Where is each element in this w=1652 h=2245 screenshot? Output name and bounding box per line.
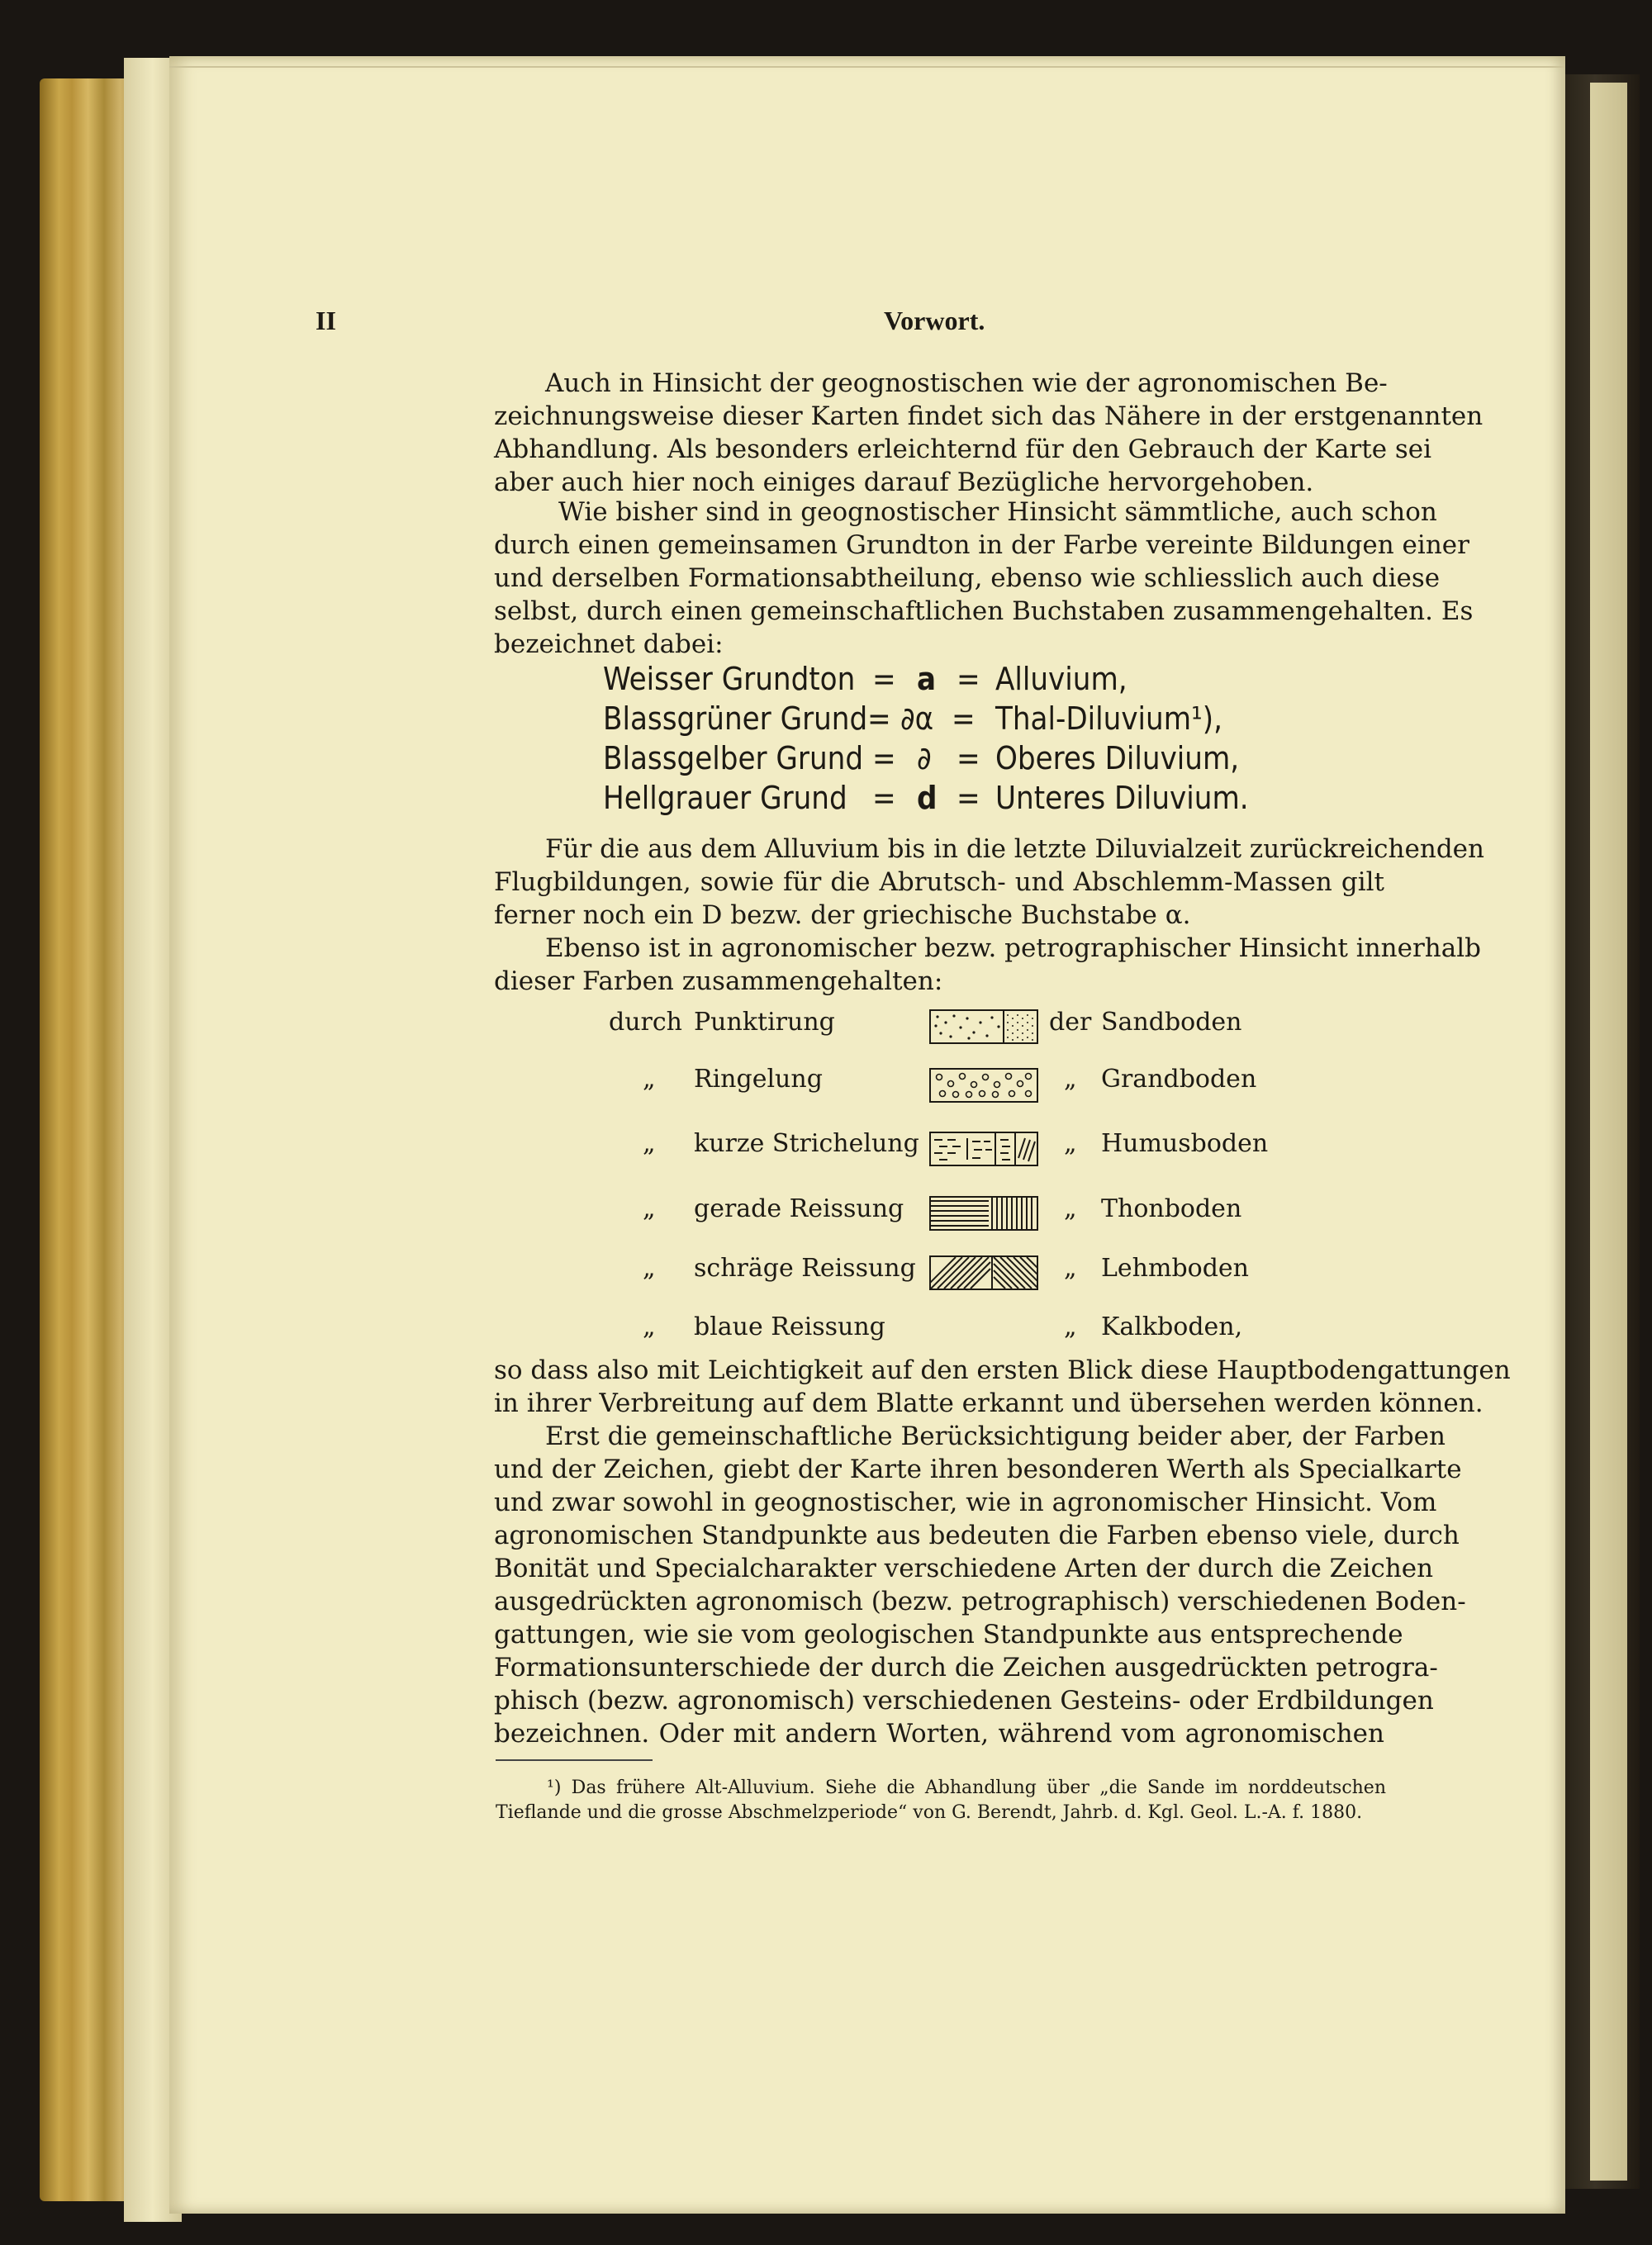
legend-marking: Punktirung bbox=[694, 1008, 835, 1037]
text-line: Bonität und Specialcharakter verschiedene Arten der durch die Zeichen bbox=[494, 1554, 1434, 1583]
text-line: bezeichnen. Oder mit andern Worten, während vom agronomischen bbox=[494, 1719, 1384, 1749]
paragraph-1 bbox=[494, 367, 1483, 499]
legend-joiner: „ bbox=[1064, 1312, 1077, 1341]
legend-marking: schräge Reissung bbox=[694, 1254, 916, 1283]
equals-sign: = bbox=[872, 740, 896, 776]
text-line: ausgedrückten agronomisch (bezw. petrographisch) verschiedenen Boden- bbox=[494, 1587, 1466, 1616]
page-stack-right bbox=[1590, 83, 1627, 2181]
legend-joiner: „ bbox=[1064, 1065, 1077, 1094]
formation-name: Oberes Diluvium, bbox=[995, 740, 1240, 776]
legend-soil: Humusboden bbox=[1101, 1129, 1269, 1158]
legend-soil: Kalkboden, bbox=[1101, 1312, 1243, 1341]
legend-marking: blaue Reissung bbox=[694, 1312, 885, 1341]
legend-prefix: „ bbox=[643, 1194, 656, 1223]
legend-joiner: „ bbox=[1064, 1254, 1077, 1283]
legend-soil: Sandboden bbox=[1101, 1008, 1242, 1037]
text-line: Auch in Hinsicht der geognostischen wie der agronomischen Be- bbox=[545, 368, 1388, 398]
legend-joiner: „ bbox=[1064, 1194, 1077, 1223]
text-line: durch einen gemeinsamen Grundton in der Farbe vereinte Bildungen einer bbox=[494, 530, 1469, 560]
paragraph-4 bbox=[494, 932, 1482, 998]
paragraph-6 bbox=[494, 1420, 1466, 1750]
formation-symbol: a bbox=[917, 661, 937, 697]
legend-prefix: „ bbox=[643, 1065, 656, 1094]
legend-joiner: „ bbox=[1064, 1129, 1077, 1158]
formation-ground: Blassgrüner Grund bbox=[603, 700, 868, 737]
legend-prefix: durch bbox=[609, 1008, 682, 1037]
paragraph-5 bbox=[494, 1354, 1511, 1420]
page-number: II bbox=[316, 306, 336, 335]
text-line: zeichnungsweise dieser Karten findet sich das Nähere in der erstgenannten bbox=[494, 401, 1483, 431]
footnote-line: ¹) Das frühere Alt-Alluvium. Siehe die Abhandlung über „die Sande im norddeutschen bbox=[547, 1777, 1386, 1798]
legend-soil: Thonboden bbox=[1101, 1194, 1242, 1223]
equals-sign: = bbox=[867, 700, 891, 737]
legend-marking: gerade Reissung bbox=[694, 1194, 904, 1223]
text-line: agronomischen Standpunkte aus bedeuten die Farben ebenso viele, durch bbox=[494, 1521, 1460, 1550]
straight-hatch-pattern-swatch bbox=[929, 1196, 1038, 1231]
text-line: Ebenso ist in agronomischer bezw. petrographischer Hinsicht innerhalb bbox=[545, 933, 1482, 963]
equals-sign: = bbox=[957, 740, 980, 776]
text-line: selbst, durch einen gemeinschaftlichen Buchstaben zusammengehalten. Es bbox=[494, 596, 1474, 626]
formation-ground: Blassgelber Grund bbox=[603, 740, 864, 776]
formation-name: Alluvium, bbox=[995, 661, 1127, 697]
formation-symbol: d bbox=[917, 780, 938, 816]
formation-ground: Hellgrauer Grund bbox=[603, 780, 847, 816]
text-line: gattungen, wie sie vom geologischen Standpunkte aus entsprechende bbox=[494, 1620, 1403, 1649]
text-line: Für die aus dem Alluvium bis in die letzte Diluvialzeit zurückreichenden bbox=[545, 834, 1484, 864]
text-line: so dass also mit Leichtigkeit auf den ersten Blick diese Hauptbodengattungen bbox=[494, 1355, 1511, 1385]
oblique-hatch-pattern-swatch bbox=[929, 1255, 1038, 1290]
text-line: in ihrer Verbreitung auf dem Blatte erkannt und übersehen werden können. bbox=[494, 1388, 1483, 1418]
text-line: dieser Farben zusammengehalten: bbox=[494, 966, 943, 996]
page-title: Vorwort. bbox=[884, 306, 985, 335]
text-line: und der Zeichen, giebt der Karte ihren besonderen Werth als Specialkarte bbox=[494, 1455, 1462, 1484]
text-line: Abhandlung. Als besonders erleichternd für den Gebrauch der Karte sei bbox=[494, 434, 1432, 464]
legend-marking: Ringelung bbox=[694, 1065, 823, 1094]
text-line: und zwar sowohl in geognostischer, wie in agronomischer Hinsicht. Vom bbox=[494, 1488, 1437, 1517]
legend-soil: Grandboden bbox=[1101, 1065, 1257, 1094]
text-line: Flugbildungen, sowie für die Abrutsch- und Abschlemm-Massen gilt bbox=[494, 867, 1384, 897]
footnote-rule bbox=[496, 1759, 653, 1761]
text-line: Formationsunterschiede der durch die Zeichen ausgedrückten petrogra- bbox=[494, 1653, 1438, 1683]
formation-symbol: ∂α bbox=[900, 700, 934, 737]
footnote-line: Tieflande und die grosse Abschmelzperiode“ von G. Berendt, Jahrb. d. Kgl. Geol. L.-A. f. 1880. bbox=[496, 1802, 1363, 1823]
equals-sign: = bbox=[872, 780, 896, 816]
legend-prefix: „ bbox=[643, 1129, 656, 1158]
equals-sign: = bbox=[872, 661, 896, 697]
footnote bbox=[496, 1776, 1386, 1825]
legend-marking: kurze Strichelung bbox=[694, 1129, 919, 1158]
legend-joiner: der bbox=[1049, 1008, 1092, 1037]
formation-ground: Weisser Grundton bbox=[603, 661, 856, 697]
formation-name: Thal-Diluvium¹), bbox=[995, 700, 1222, 737]
equals-sign: = bbox=[957, 780, 980, 816]
legend-prefix: „ bbox=[643, 1254, 656, 1283]
paragraph-3 bbox=[494, 833, 1484, 932]
ring-pattern-swatch bbox=[929, 1068, 1038, 1103]
text-line: Erst die gemeinschaftliche Berücksichtigung beider aber, der Farben bbox=[545, 1422, 1446, 1451]
dot-pattern-swatch bbox=[929, 1009, 1038, 1044]
formation-symbol: ∂ bbox=[917, 740, 932, 776]
equals-sign: = bbox=[952, 700, 976, 737]
text-line: Wie bisher sind in geognostischer Hinsicht sämmtliche, auch schon bbox=[558, 497, 1437, 527]
formation-name: Unteres Diluvium. bbox=[995, 780, 1249, 816]
legend-soil: Lehmboden bbox=[1101, 1254, 1249, 1283]
dash-pattern-swatch bbox=[929, 1132, 1038, 1166]
legend-prefix: „ bbox=[643, 1312, 656, 1341]
text-line: bezeichnet dabei: bbox=[494, 629, 724, 659]
text-line: und derselben Formationsabtheilung, ebenso wie schliesslich auch diese bbox=[494, 563, 1441, 593]
text-line: ferner noch ein D bezw. der griechische Buchstabe α. bbox=[494, 900, 1191, 930]
text-line: phisch (bezw. agronomisch) verschiedenen Gesteins- oder Erdbildungen bbox=[494, 1686, 1434, 1716]
equals-sign: = bbox=[957, 661, 980, 697]
paragraph-2 bbox=[494, 496, 1474, 661]
text-line: aber auch hier noch einiges darauf Bezügliche hervorgehoben. bbox=[494, 468, 1314, 497]
